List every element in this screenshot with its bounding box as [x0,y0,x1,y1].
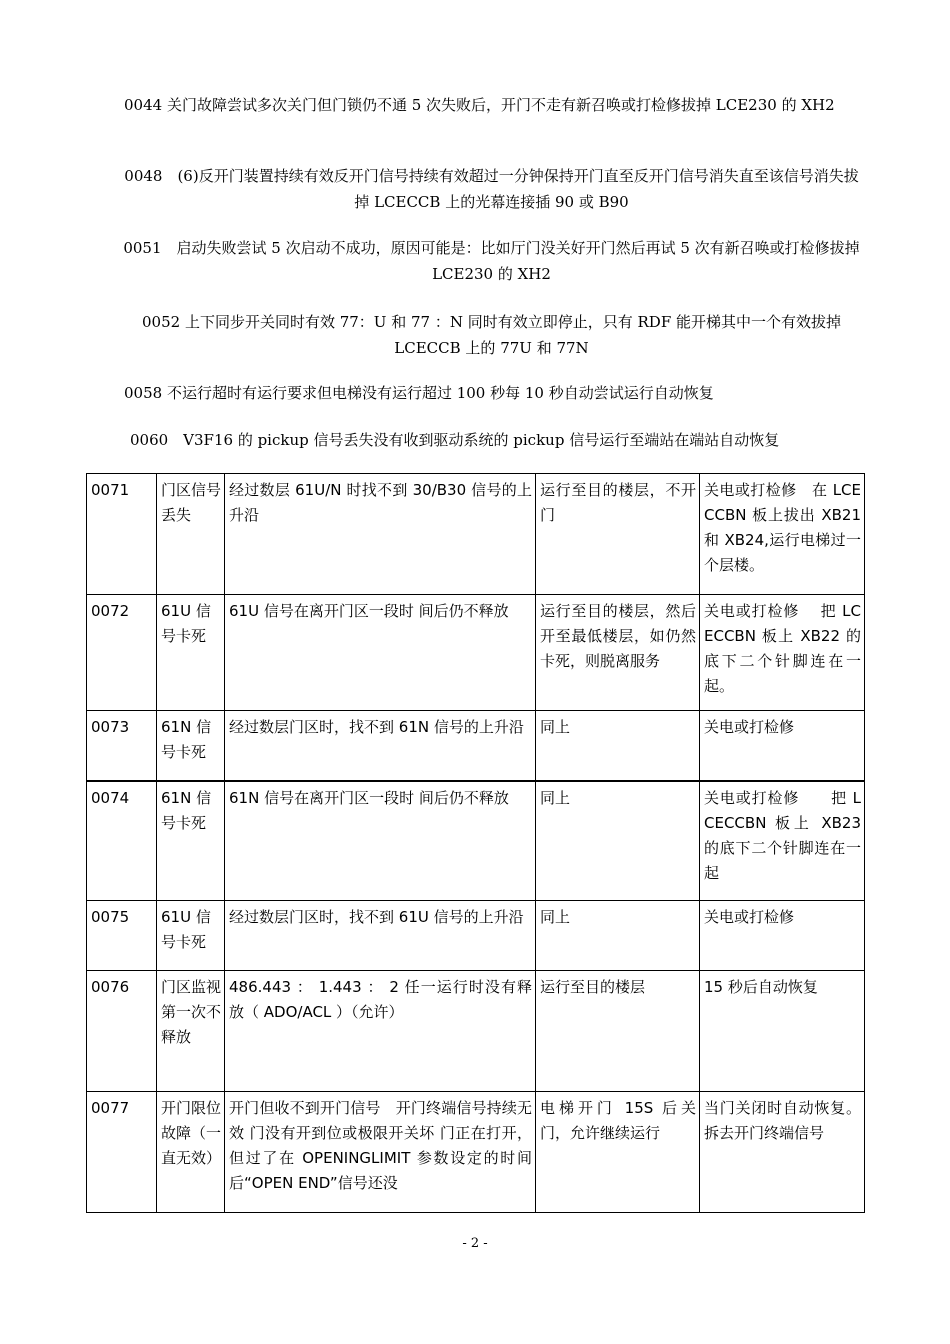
fault-description-cell: 486.443 ： 1.443 ： 2 任一运行时没有释放（ ADO/ACL ）（允许） [225,971,536,1092]
fault-name-cell: 门区信号丢失 [157,474,225,595]
fault-action-cell: 关电或打检修 在 LCECCBN 板上拔出 XB21 和 XB24,运行电梯过一个层楼。 [700,474,865,595]
fault-paragraph-0060: 0060 V3F16 的 pickup 信号丢失没有收到驱动系统的 pickup 信号运行至端站在端站自动恢复 [130,431,780,449]
fault-name-cell: 开门限位故障（一直无效） [157,1092,225,1213]
fault-name-cell: 61N 信号卡死 [157,781,225,901]
fault-result-cell: 运行至目的楼层，然后开至最低楼层，如仍然卡死，则脱离服务 [536,595,700,711]
fault-description-cell: 经过数层 61U/N 时找不到 30/B30 信号的上升沿 [225,474,536,595]
table-row [87,971,865,1092]
fault-paragraph-0048: 0048 (6)反开门装置持续有效反开门信号持续有效超过一分钟保持开门直至反开门信号消失直至该信号消失拔掉 LCECCB 上的光幕连接插 90 或 B90 [124,167,859,211]
fault-paragraph-0052: 0052 上下同步开关同时有效 77：U 和 77 ：N 同时有效立即停止，只有 RDF 能开梯其中一个有效拔掉 LCECCB 上的 77U 和 77N [142,313,841,357]
fault-code-table [86,473,865,1213]
fault-code-cell: 0074 [87,781,157,901]
fault-name-cell: 61N 信号卡死 [157,711,225,782]
fault-action-cell: 关电或打检修 [700,901,865,971]
table-row [87,595,865,711]
fault-result-cell: 运行至目的楼层，不开门 [536,474,700,595]
fault-action-cell: 关电或打检修 把 LCECCBN 板上 XB22 的底下二个针脚连在一起。 [700,595,865,711]
fault-action-cell: 当门关闭时自动恢复。 拆去开门终端信号 [700,1092,865,1213]
page-number: - 2 - [462,1236,488,1251]
fault-code-cell: 0072 [87,595,157,711]
fault-paragraph-0051: 0051 启动失败尝试 5 次启动不成功，原因可能是：比如厅门没关好开门然后再试 5 次有新召唤或打检修拔掉 LCE230 的 XH2 [123,239,860,283]
fault-description-cell: 开门但收不到开门信号 开门终端信号持续无效 门没有开到位或极限开关坏 门正在打开，但过了在 OPENINGLIMIT 参数设定的时间后“OPEN END”信号还没 [225,1092,536,1213]
fault-result-cell: 同上 [536,711,700,782]
fault-description-cell: 61N 信号在离开门区一段时 间后仍不释放 [225,781,536,901]
fault-result-cell: 电梯开门 15S 后关门，允许继续运行 [536,1092,700,1213]
fault-description-cell: 经过数层门区时，找不到 61U 信号的上升沿 [225,901,536,971]
table-row [87,901,865,971]
fault-name-cell: 门区监视第一次不释放 [157,971,225,1092]
fault-code-cell: 0073 [87,711,157,782]
fault-code-cell: 0071 [87,474,157,595]
table-row [87,1092,865,1213]
table-row [87,711,865,782]
fault-description-cell: 经过数层门区时，找不到 61N 信号的上升沿 [225,711,536,782]
fault-result-cell: 同上 [536,901,700,971]
fault-paragraph-0044: 0044 关门故障尝试多次关门但门锁仍不通 5 次失败后，开门不走有新召唤或打检修拔掉 LCE230 的 XH2 [124,96,835,114]
fault-name-cell: 61U 信号卡死 [157,595,225,711]
fault-code-cell: 0077 [87,1092,157,1213]
table-row [87,781,865,901]
fault-name-cell: 61U 信号卡死 [157,901,225,971]
fault-result-cell: 运行至目的楼层 [536,971,700,1092]
fault-action-cell: 关电或打检修 把 LCECCBN 板上 XB23 的底下二个针脚连在一起 [700,781,865,901]
fault-action-cell: 关电或打检修 [700,711,865,782]
fault-code-cell: 0075 [87,901,157,971]
fault-action-cell: 15 秒后自动恢复 [700,971,865,1092]
fault-result-cell: 同上 [536,781,700,901]
fault-paragraph-0058: 0058 不运行超时有运行要求但电梯没有运行超过 100 秒每 10 秒自动尝试运行自动恢复 [124,384,714,402]
fault-code-cell: 0076 [87,971,157,1092]
fault-description-cell: 61U 信号在离开门区一段时 间后仍不释放 [225,595,536,711]
table-row [87,474,865,595]
